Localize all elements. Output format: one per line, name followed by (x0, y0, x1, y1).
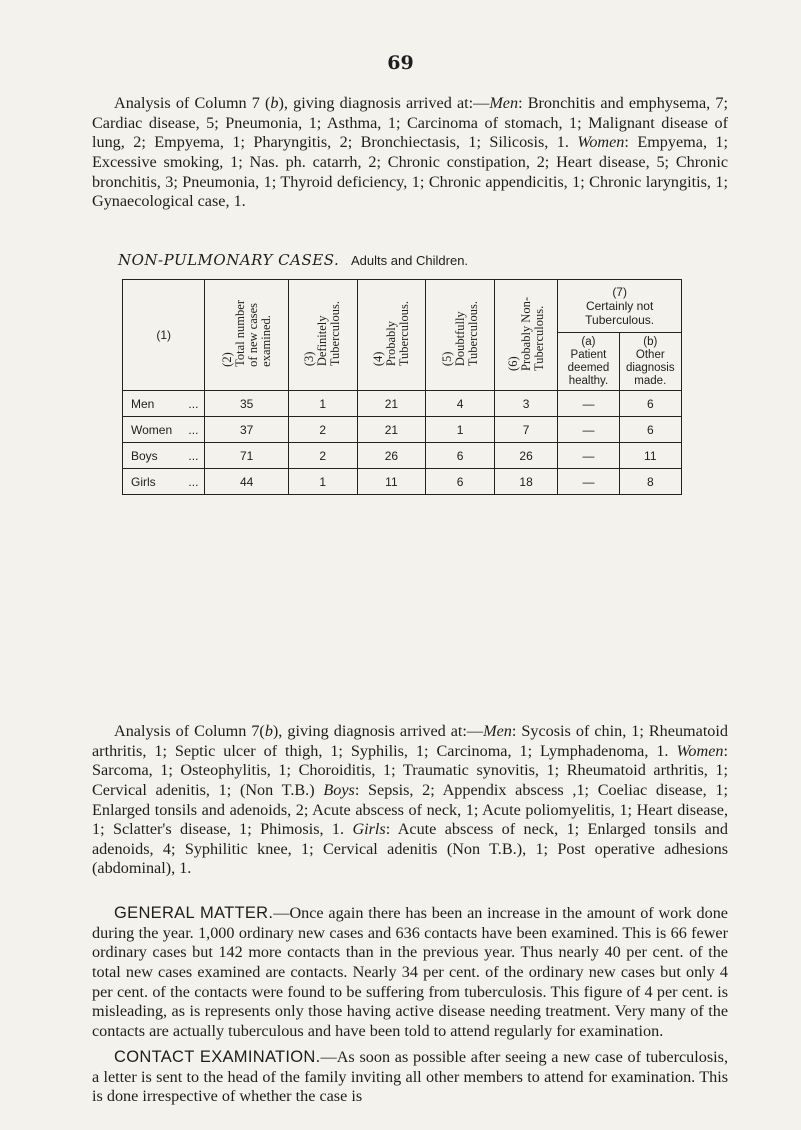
general-matter-section: GENERAL MATTER.—Once again there has been an increase in the amount of work done during the year. 1,000 ordinary new cases and 636 contacts have been examined. This is 66 fewer ordinary cases but 142 more contacts than in the previous year. Thus nearly 40 per cent. of the total new cases examined are contacts. Nearly 34 per cent. of the ordinary new cases but only 4 per cent. of the contacts were found to be suffering from tuberculosis. This figure of 4 per cent. is misleading, as is represents only those having active disease needing treatment. Very many of the contacts are actually tuberculous and have been told to attend regularly for examination. (92, 904, 728, 1040)
section-heading: GENERAL MATTER. (114, 904, 274, 923)
col-header-3: (3) Definitely Tuberculous. (288, 280, 357, 391)
table-subtitle: Adults and Children. (350, 253, 469, 268)
table-row: Men ... 35 1 21 4 3 — 6 (123, 391, 682, 417)
table-heading (118, 251, 468, 270)
contact-examination-section: CONTACT EXAMINATION.—As soon as possible after seeing a new case of tuberculosis, a letter is sent to the head of the family inviting all other members to attend for examination. This is done irrespective of whether the case is (92, 1048, 728, 1106)
table-row: Women ... 37 2 21 1 7 — 6 (123, 417, 682, 443)
col-header-7: (7) Certainly not Tuberculous. (558, 280, 682, 333)
section-heading: CONTACT EXAMINATION. (114, 1048, 321, 1067)
women-label: Women (577, 133, 625, 152)
men-label: Men (489, 94, 519, 113)
col-header-4: (4) Probably Tuberculous. (357, 280, 426, 391)
page-number: 69 (387, 52, 414, 74)
col-header-5: (5) Doubtfully Tuberculous. (426, 280, 495, 391)
table-row: Girls ... 44 1 11 6 18 — 8 (123, 469, 682, 495)
col-header-2: (2) Total number of new cases examined. (205, 280, 288, 391)
col-header-1: (1) (123, 280, 205, 391)
men-label: Men (483, 722, 512, 741)
non-pulmonary-table (122, 279, 682, 495)
boys-label: Boys (323, 780, 355, 799)
column7b-analysis-non-pulmonary: Analysis of Column 7(b), giving diagnosis arrived at:—Men: Sycosis of chin, 1; Rheumatoid arthritis, 1; Septic ulcer of thigh, 1; Syphilis, 1; Carcinoma, 1; Lymphadenoma, 1. Women: Sarcoma, 1; Osteophylitis, 1; Choroiditis, 1; Traumatic synovitis, 1; Rheumatoid arthritis, 1; Cervical adenitis, 1; (Non T.B.) Boys: Sepsis, 2; Appendix abscess ,1; Coeliac disease, 1; Enlarged tonsils and adenoids, 2; Acute abscess of neck, 1; Acute poliomyelitis, 1; Heart disease, 1; Sclatter's disease, 1; Phimosis, 1. Girls: Acute abscess of neck, 1; Enlarged tonsils and adenoids, 4; Syphilitic knee, 1; Cervical adenitis (Non T.B.), 1; Post operative adhesions (abdominal), 1. (92, 722, 729, 878)
column7b-analysis-adults: Analysis of Column 7 (b), giving diagnosis arrived at:—Men: Bronchitis and emphysema, 7; Cardiac disease, 5; Pneumonia, 1; Asthma, 1; Carcinoma of stomach, 1; Malignant disease of lung, 2; Empyema, 1; Pharyngitis, 2; Bronchiectasis, 1; Silicosis, 1. Women: Empyema, 1; Excessive smoking, 1; Nas. ph. catarrh, 2; Chronic constipation, 2; Heart disease, 5; Chronic bronchitis, 3; Pneumonia, 1; Thyroid deficiency, 1; Chronic appendicitis, 1; Chronic laryngitis, 1; Gynaecological case, 1. (92, 94, 729, 211)
table-row: Boys ... 71 2 26 6 26 — 11 (123, 443, 682, 469)
col-header-7a: (a) Patient deemed healthy. (558, 333, 619, 391)
table-title: NON-PULMONARY CASES. (118, 251, 340, 269)
women-label: Women (676, 741, 724, 760)
col-header-7b: (b) Other diagnosis made. (619, 333, 681, 391)
col-header-6: (6) Probably Non- Tuberculous. (494, 280, 557, 391)
girls-label: Girls (352, 820, 386, 839)
